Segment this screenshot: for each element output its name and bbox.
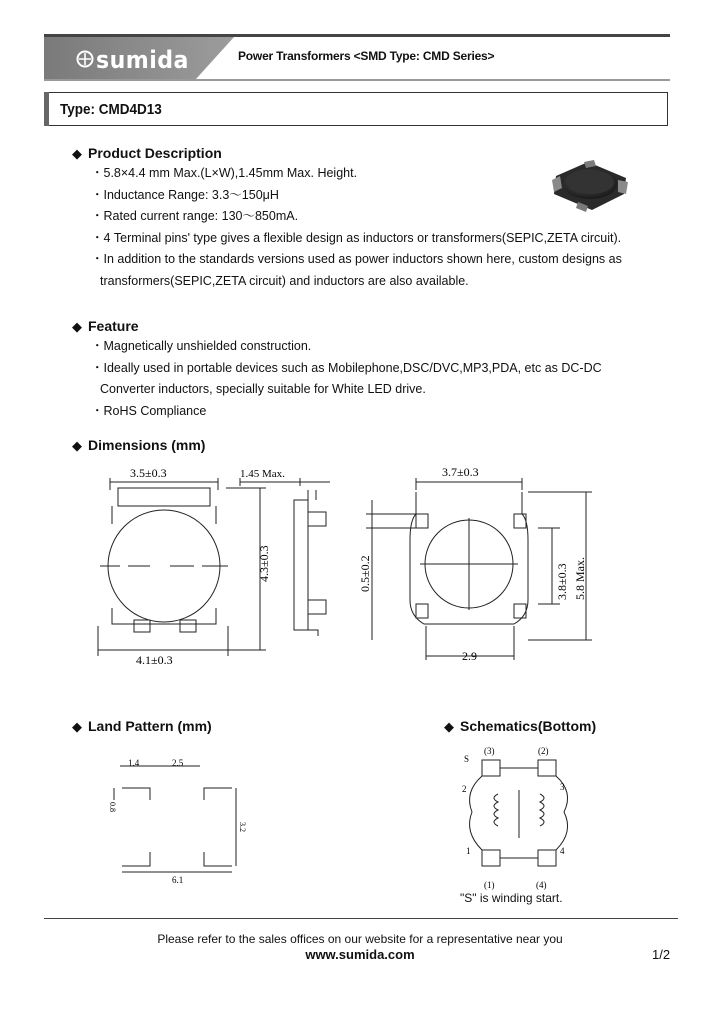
schem-s: S (464, 754, 470, 764)
land-pad-w: 1.4 (128, 758, 140, 768)
dim-right-top-width: 3.7±0.3 (442, 465, 479, 479)
list-item: ・Inductance Range: 3.3～150μH (91, 187, 279, 202)
diamond-bullet-icon: ◆ (444, 719, 454, 734)
land-total: 6.1 (172, 875, 184, 885)
dim-side-height: 4.3±0.3 (257, 545, 271, 582)
list-item: ・5.8×4.4 mm Max.(L×W),1.45mm Max. Height. (91, 166, 358, 180)
list-item: ・Magnetically unshielded construction. (91, 339, 312, 353)
dim-pad-offset: 0.5±0.2 (358, 555, 372, 592)
dim-pad-span: 2.9 (462, 649, 477, 663)
schem-n3: 3 (560, 782, 565, 792)
dim-height: 1.45 Max. (240, 468, 285, 480)
schematic-drawing (458, 742, 578, 894)
type-label: Type: CMD4D13 (60, 101, 162, 118)
diamond-bullet-icon: ◆ (72, 719, 82, 734)
schem-n2: 2 (462, 784, 467, 794)
brand-logo-text: sumida (96, 46, 189, 74)
header-bottom-rule (44, 79, 670, 81)
type-box-accent (44, 92, 49, 126)
land-gap: 2.5 (172, 758, 184, 768)
header-title: Power Transformers <SMD Type: CMD Series> (238, 49, 495, 63)
product-photo (548, 158, 632, 214)
list-item: Converter inductors, specially suitable for White LED drive. (100, 382, 426, 396)
land-inner: 3.2 (238, 822, 247, 832)
section-heading-schematics: ◆ Schematics(Bottom) (444, 718, 597, 734)
footer-url-link[interactable]: www.sumida.com (305, 947, 415, 962)
section-heading-land-pattern: ◆ Land Pattern (mm) (72, 718, 212, 734)
diamond-bullet-icon: ◆ (72, 146, 82, 161)
list-item: transformers(SEPIC,ZETA circuit) and inductors are also available. (100, 273, 469, 288)
land-pattern-drawing (96, 752, 256, 886)
dim-pad-height: 3.8±0.3 (555, 563, 569, 600)
diamond-bullet-icon: ◆ (72, 319, 82, 334)
sumida-logo-icon (76, 50, 94, 68)
diamond-bullet-icon: ◆ (72, 438, 82, 453)
dimensions-drawing (90, 460, 630, 670)
schem-p1: (1) (484, 880, 495, 890)
schem-p4: (4) (536, 880, 547, 890)
section-heading-dimensions: ◆ Dimensions (mm) (72, 437, 206, 453)
list-item: ・Rated current range: 130～850mA. (91, 209, 299, 223)
list-item: ・4 Terminal pins' type gives a flexible design as inductors or transformers(SEPIC,ZETA circuit). (91, 230, 622, 245)
page-number: 1/2 (652, 947, 671, 962)
schem-p2: (2) (538, 746, 549, 756)
dim-top-width: 3.5±0.3 (130, 466, 167, 480)
feature-list (91, 336, 671, 422)
schem-n4: 4 (560, 846, 565, 856)
footer-rule (44, 918, 678, 919)
dim-total-length: 5.8 Max. (573, 557, 587, 600)
schem-n1: 1 (466, 846, 471, 856)
schematic-note: "S" is winding start. (460, 891, 563, 905)
schem-p3: (3) (484, 746, 495, 756)
list-item: ・RoHS Compliance (91, 403, 207, 418)
list-item: ・In addition to the standards versions used as power inductors shown here, custom designs as (91, 252, 622, 266)
footer-note: Please refer to the sales offices on our website for a representative near you (157, 932, 563, 946)
land-pad-h: 0.8 (108, 802, 117, 812)
section-heading-product-description: ◆ Product Description (72, 145, 222, 161)
list-item: ・Ideally used in portable devices such as Mobilephone,DSC/DVC,MP3,PDA, etc as DC-DC (91, 360, 602, 375)
dim-bottom-width: 4.1±0.3 (136, 653, 173, 667)
section-heading-feature: ◆ Feature (72, 318, 139, 334)
